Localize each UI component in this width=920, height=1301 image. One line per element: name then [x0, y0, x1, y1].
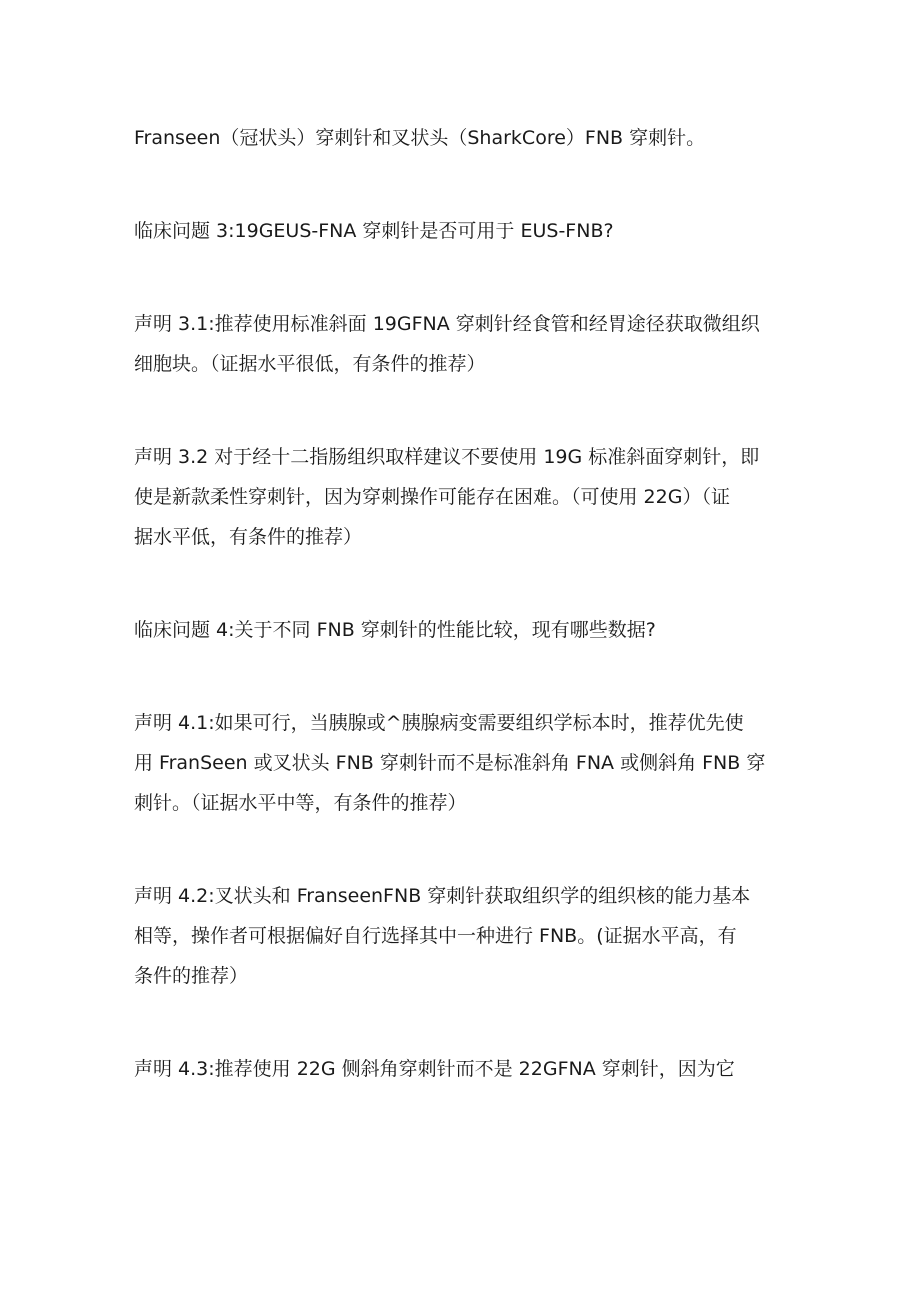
paragraph-clinical-question-3	[134, 211, 794, 251]
text-line: 刺针。（证据水平中等，有条件的推荐）	[134, 792, 467, 814]
paragraph-needle-types	[134, 118, 794, 158]
paragraph-statement-3-1	[134, 304, 794, 384]
paragraph-statement-4-1	[134, 703, 794, 823]
text-line: 临床问题 3:19GEUS-FNA 穿刺针是否可用于 EUS-FNB?	[134, 220, 614, 242]
text-line: 使是新款柔性穿刺针，因为穿刺操作可能存在困难。（可使用 22G）（证	[134, 486, 730, 508]
text-line: 声明 4.2:叉状头和 FranseenFNB 穿刺针获取组织学的组织核的能力基本	[134, 885, 751, 907]
document-page	[134, 118, 794, 1142]
text-line: 条件的推荐）	[134, 965, 249, 987]
text-line: 据水平低，有条件的推荐）	[134, 526, 363, 548]
text-line: 声明 3.1:推荐使用标准斜面 19GFNA 穿刺针经食管和经胃途径获取微组织	[134, 313, 760, 335]
text-line: 声明 4.1:如果可行，当胰腺或^胰腺病变需要组织学标本时，推荐优先使	[134, 712, 744, 734]
text-line: 临床问题 4:关于不同 FNB 穿刺针的性能比较，现有哪些数据?	[134, 619, 656, 641]
text-line: 细胞块。（证据水平很低，有条件的推荐）	[134, 353, 486, 375]
paragraph-statement-4-3	[134, 1049, 794, 1089]
text-line: 声明 3.2 对于经十二指肠组织取样建议不要使用 19G 标准斜面穿刺针，即	[134, 446, 760, 468]
text-line: 相等，操作者可根据偏好自行选择其中一种进行 FNB。(证据水平高，有	[134, 925, 737, 947]
paragraph-clinical-question-4	[134, 610, 794, 650]
text-line: Franseen（冠状头）穿刺针和叉状头（SharkCore）FNB 穿刺针。	[134, 127, 706, 149]
paragraph-statement-4-2	[134, 876, 794, 996]
paragraph-statement-3-2	[134, 437, 794, 557]
text-line: 用 FranSeen 或叉状头 FNB 穿刺针而不是标准斜角 FNA 或侧斜角 FNB 穿	[134, 752, 766, 774]
text-line: 声明 4.3:推荐使用 22G 侧斜角穿刺针而不是 22GFNA 穿刺针，因为它	[134, 1058, 735, 1080]
